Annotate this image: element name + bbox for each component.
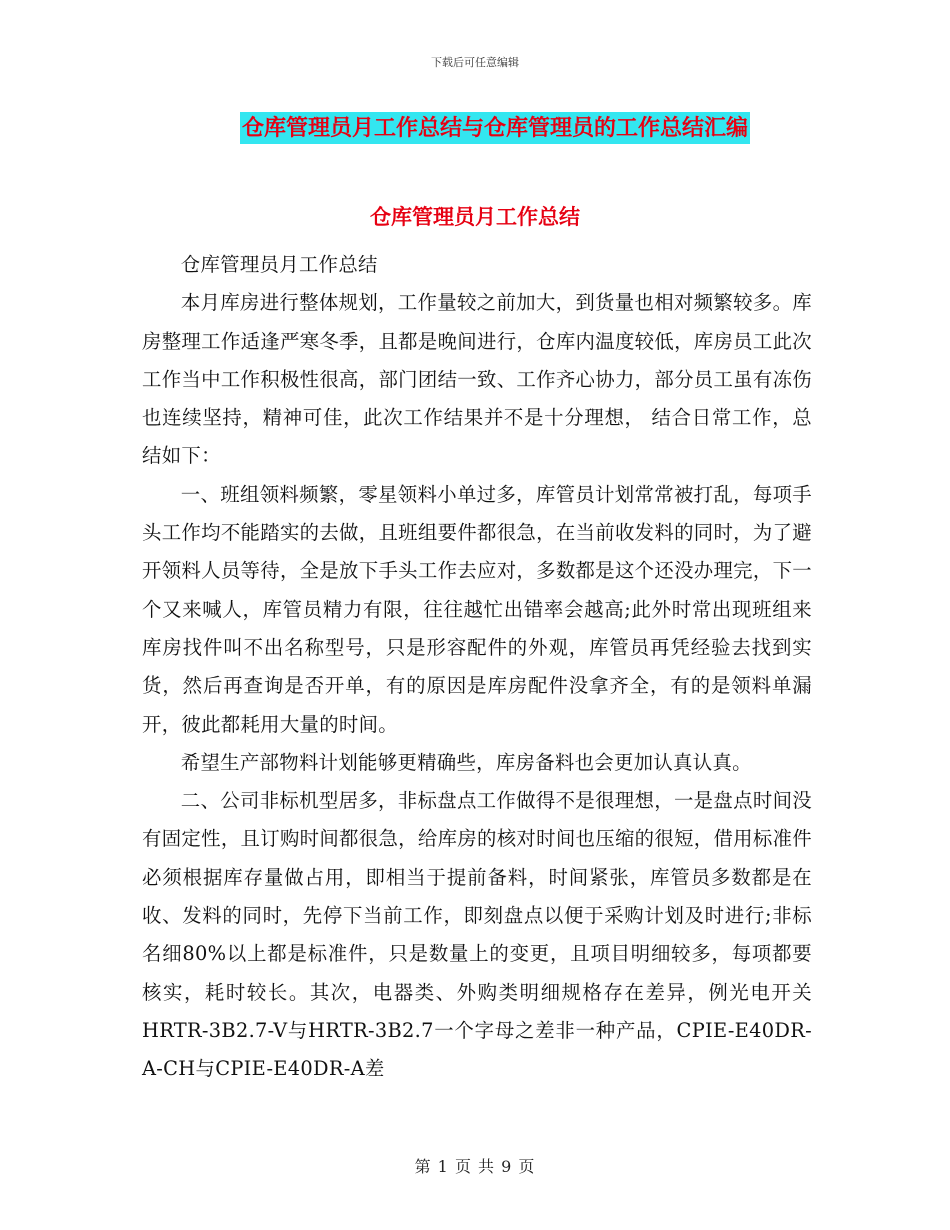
page-number-footer: 第 1 页 共 9 页	[414, 1157, 536, 1176]
body-paragraph: 仓库管理员月工作总结	[180, 253, 378, 276]
main-title-container	[0, 112, 950, 144]
body-paragraph: 希望生产部物料计划能够更精确些，库房备料也会更加认真认真。	[180, 750, 752, 774]
main-title: 仓库管理员月工作总结与仓库管理员的工作总结汇编	[240, 112, 750, 144]
section-title: 仓库管理员月工作总结	[370, 204, 580, 229]
body-paragraph: 二、公司非标机型居多，非标盘点工作做得不是很理想，一是盘点时间没有固定性，且订购时间都很急，给库房的核对时间也压缩的很短，借用标准件必须根据库存量做占用，即相当于提前备料，时间紧张，库管员多数都是在收、发料的同时，先停下当前工作，即刻盘点以便于采购计划及时进行;非标名细80%以上都是标准件，只是数量上的变更，且项目明细较多，每项都要核实，耗时较长。其次，电器类、外购类明细规格存在差异，例光电开关HRTR-3B2.7-V与HRTR-3B2.7一个字母之差非一种产品，CPIE-E40DR-A-CH与CPIE-E40DR-A差	[142, 789, 812, 1081]
body-paragraph: 本月库房进行整体规划，工作量较之前加大，到货量也相对频繁较多。库房整理工作适逢严寒冬季，且都是晚间进行，仓库内温度较低，库房员工此次工作当中工作积极性很高，部门团结一致、工作齐心协力，部分员工虽有冻伤也连续坚持，精神可佳，此次工作结果并不是十分理想， 结合日常工作，总结如下：	[142, 291, 812, 468]
header-note: 下载后可任意编辑	[431, 56, 519, 69]
body-paragraph: 一、班组领料频繁，零星领料小单过多，库管员计划常常被打乱，每项手头工作均不能踏实的去做，且班组要件都很急，在当前收发料的同时，为了避开领料人员等待，全是放下手头工作去应对，多数都是这个还没办理完，下一个又来喊人，库管员精力有限，往往越忙出错率会越高;此外时常出现班组来库房找件叫不出名称型号，只是形容配件的外观，库管员再凭经验去找到实货，然后再查询是否开单，有的原因是库房配件没拿齐全，有的是领料单漏开，彼此都耗用大量的时间。	[142, 482, 812, 736]
document-body	[142, 246, 812, 1089]
